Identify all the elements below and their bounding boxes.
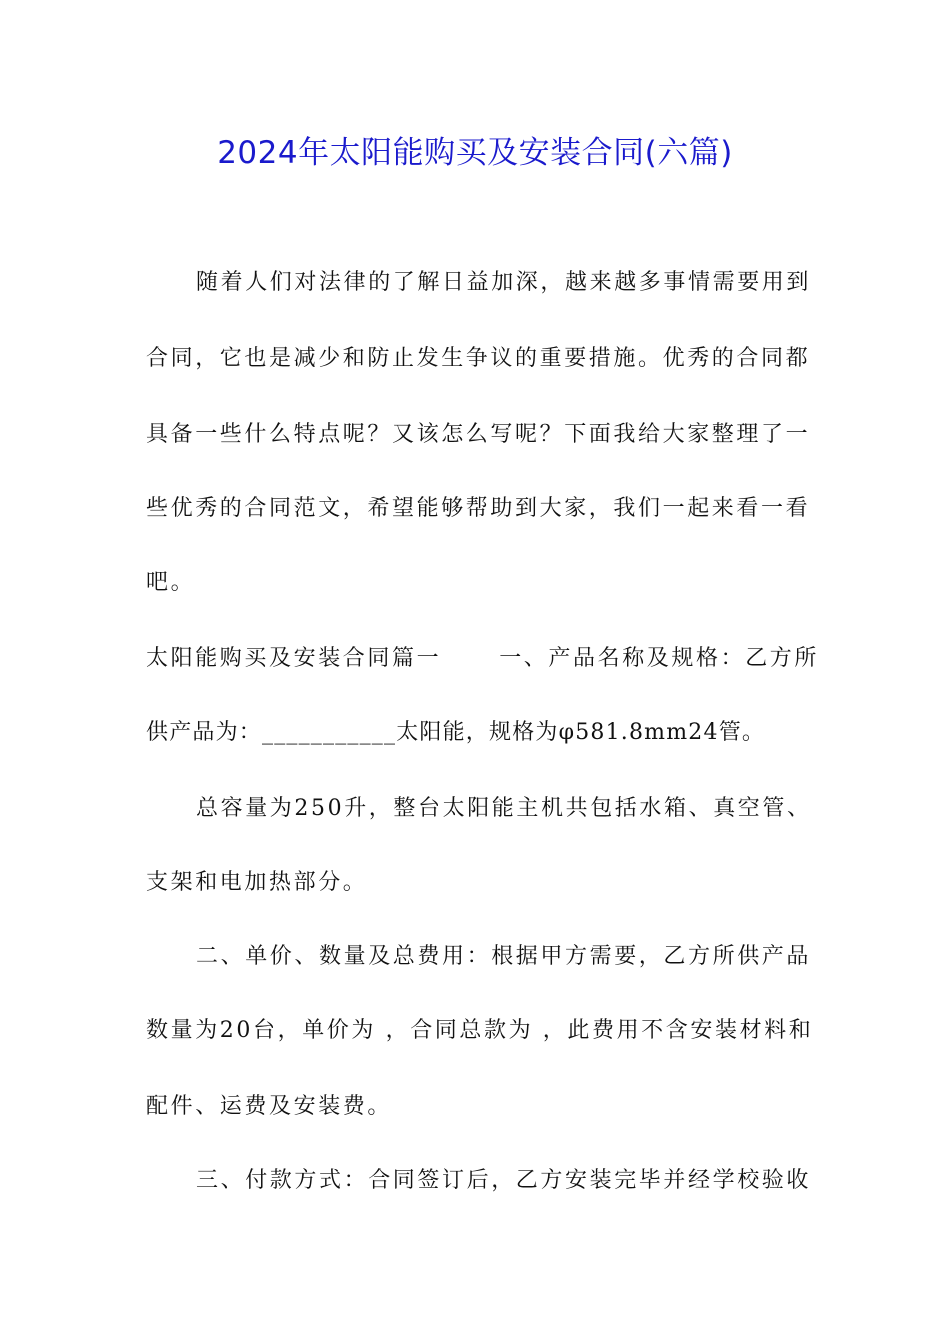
paragraph-line: 供产品为：___________太阳能，规格为φ581.8mm24管。 <box>146 720 766 745</box>
paragraph-line: 二、单价、数量及总费用：根据甲方需要，乙方所供产品 <box>196 944 812 969</box>
section-heading-line <box>146 644 819 674</box>
paragraph-line: 数量为20台，单价为 ，合同总款为 ，此费用不含安装材料和 <box>146 1018 814 1043</box>
paragraph-line: 总容量为250升，整台太阳能主机共包括水箱、真空管、 <box>196 796 812 821</box>
paragraph-line: 吧。 <box>146 570 196 595</box>
paragraph-line: 支架和电加热部分。 <box>146 870 368 895</box>
section-heading: 太阳能购买及安装合同篇一 <box>146 646 442 671</box>
paragraph-line: 具备一些什么特点呢？又该怎么写呢？下面我给大家整理了一 <box>146 422 811 447</box>
paragraph-line: 三、付款方式：合同签订后，乙方安装完毕并经学校验收 <box>196 1168 812 1193</box>
document-title: 2024年太阳能购买及安装合同(六篇) <box>217 135 733 171</box>
paragraph-line: 一、产品名称及规格：乙方所 <box>499 646 820 671</box>
paragraph-line: 随着人们对法律的了解日益加深，越来越多事情需要用到 <box>196 270 812 295</box>
paragraph-line: 合同，它也是减少和防止发生争议的重要措施。优秀的合同都 <box>146 346 811 371</box>
paragraph-line: 配件、运费及安装费。 <box>146 1094 393 1119</box>
paragraph-line: 些优秀的合同范文，希望能够帮助到大家，我们一起来看一看 <box>146 496 811 521</box>
